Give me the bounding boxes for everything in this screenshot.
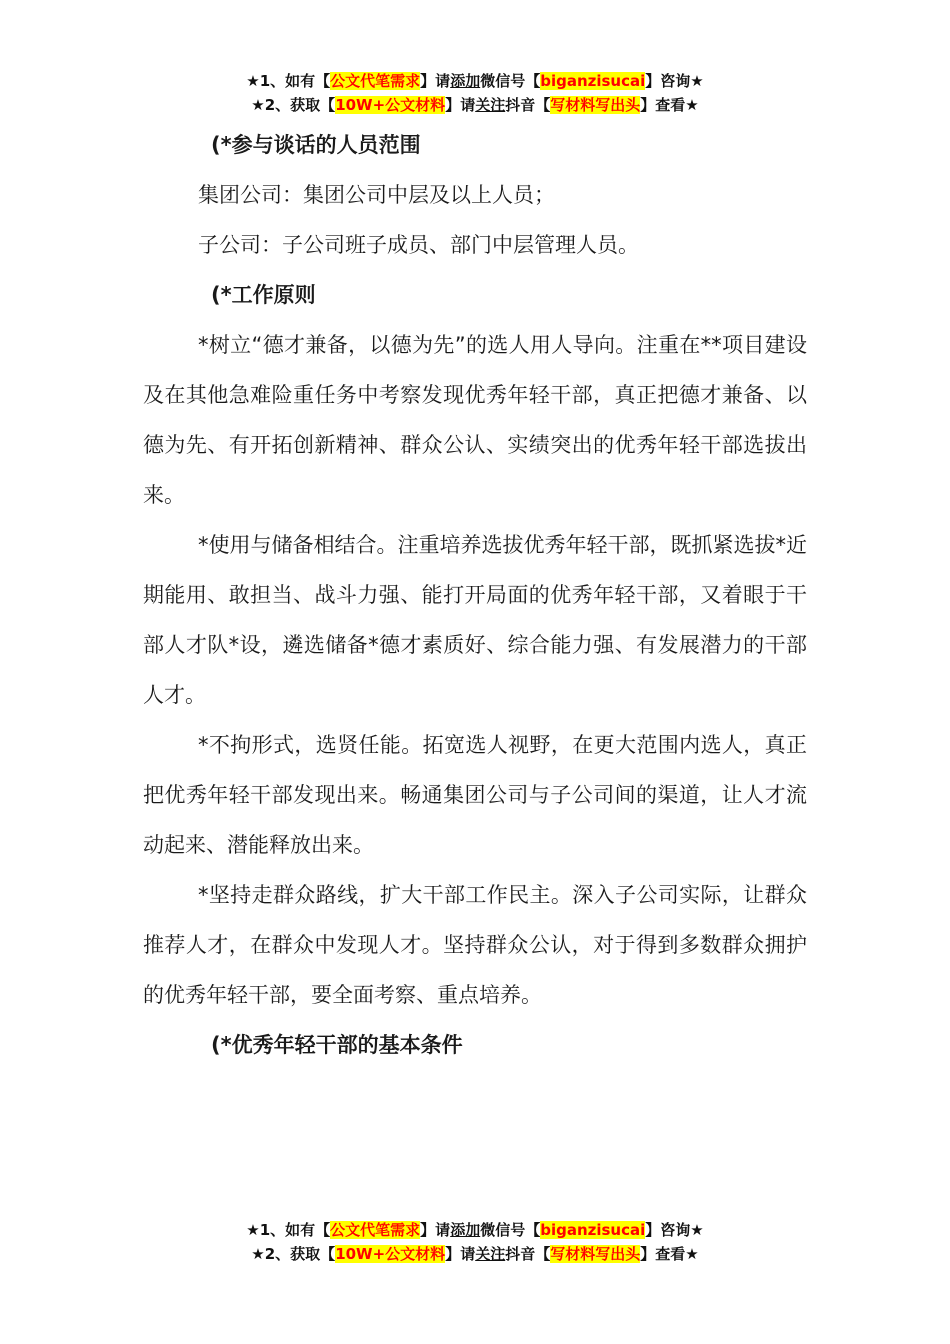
highlight-douyin: 写材料写出头	[550, 96, 641, 114]
paragraph-principle-1: *树立“德才兼备，以德为先”的选人用人导向。注重在**项目建设及在其他急难险重任务中考察发现优秀年轻干部，真正把德才兼备、以德为先、有开拓创新精神、群众公认、实绩突出的优秀年轻干部选拔出来。	[143, 333, 807, 507]
paragraph-principle-3: *不拘形式，选贤任能。拓宽选人视野，在更大范围内选人，真正把优秀年轻干部发现出来。畅通集团公司与子公司间的渠道，让人才流动起来、潜能释放出来。	[143, 733, 807, 857]
banner-text: ★2、获取【	[251, 96, 336, 114]
highlight-service: 公文代笔需求	[330, 1221, 421, 1239]
underlined-text: 添加	[450, 72, 481, 90]
highlight-materials: 10W+公文材料	[335, 1245, 446, 1263]
banner-line-1	[0, 69, 950, 93]
banner-text: 】查看★	[640, 1245, 699, 1263]
banner-text: 微信号【	[480, 1221, 541, 1239]
underlined-text: 关注	[475, 1245, 506, 1263]
banner-line-2	[0, 93, 950, 117]
header-banner	[0, 69, 950, 117]
section-heading-conditions: (*优秀年轻干部的基本条件	[211, 1033, 463, 1057]
highlight-wechat-id: biganzisucai	[540, 72, 646, 90]
banner-text: 微信号【	[480, 72, 541, 90]
section-heading-scope: (*参与谈话的人员范围	[211, 133, 421, 157]
highlight-service: 公文代笔需求	[330, 72, 421, 90]
banner-text: 】咨询★	[645, 72, 704, 90]
paragraph-principle-4: *坚持走群众路线，扩大干部工作民主。深入子公司实际，让群众推荐人才，在群众中发现人才。坚持群众公认，对于得到多数群众拥护的优秀年轻干部，要全面考察、重点培养。	[143, 883, 807, 1007]
underlined-text: 添加	[450, 1221, 481, 1239]
banner-text: 】请	[420, 72, 451, 90]
banner-text: ★1、如有【	[246, 72, 331, 90]
section-heading-principles: (*工作原则	[211, 283, 316, 307]
highlight-wechat-id: biganzisucai	[540, 1221, 646, 1239]
paragraph-group: 集团公司：集团公司中层及以上人员；	[198, 183, 555, 207]
banner-text: 】查看★	[640, 96, 699, 114]
document-body	[143, 120, 807, 1070]
highlight-douyin: 写材料写出头	[550, 1245, 641, 1263]
banner-text: 】请	[445, 96, 476, 114]
banner-text: ★1、如有【	[246, 1221, 331, 1239]
banner-text: 】请	[445, 1245, 476, 1263]
banner-text: 抖音【	[505, 1245, 551, 1263]
paragraph-principle-2: *使用与储备相结合。注重培养选拔优秀年轻干部，既抓紧选拔*近期能用、敢担当、战斗力强、能打开局面的优秀年轻干部，又着眼于干部人才队*设，遴选储备*德才素质好、综合能力强、有发展潜力的干部人才。	[143, 533, 807, 707]
banner-text: ★2、获取【	[251, 1245, 336, 1263]
highlight-materials: 10W+公文材料	[335, 96, 446, 114]
banner-text: 抖音【	[505, 96, 551, 114]
footer-banner	[0, 1218, 950, 1266]
underlined-text: 关注	[475, 96, 506, 114]
paragraph-subsidiary: 子公司：子公司班子成员、部门中层管理人员。	[198, 233, 639, 257]
banner-line-2	[0, 1242, 950, 1266]
banner-text: 】请	[420, 1221, 451, 1239]
banner-line-1	[0, 1218, 950, 1242]
banner-text: 】咨询★	[645, 1221, 704, 1239]
